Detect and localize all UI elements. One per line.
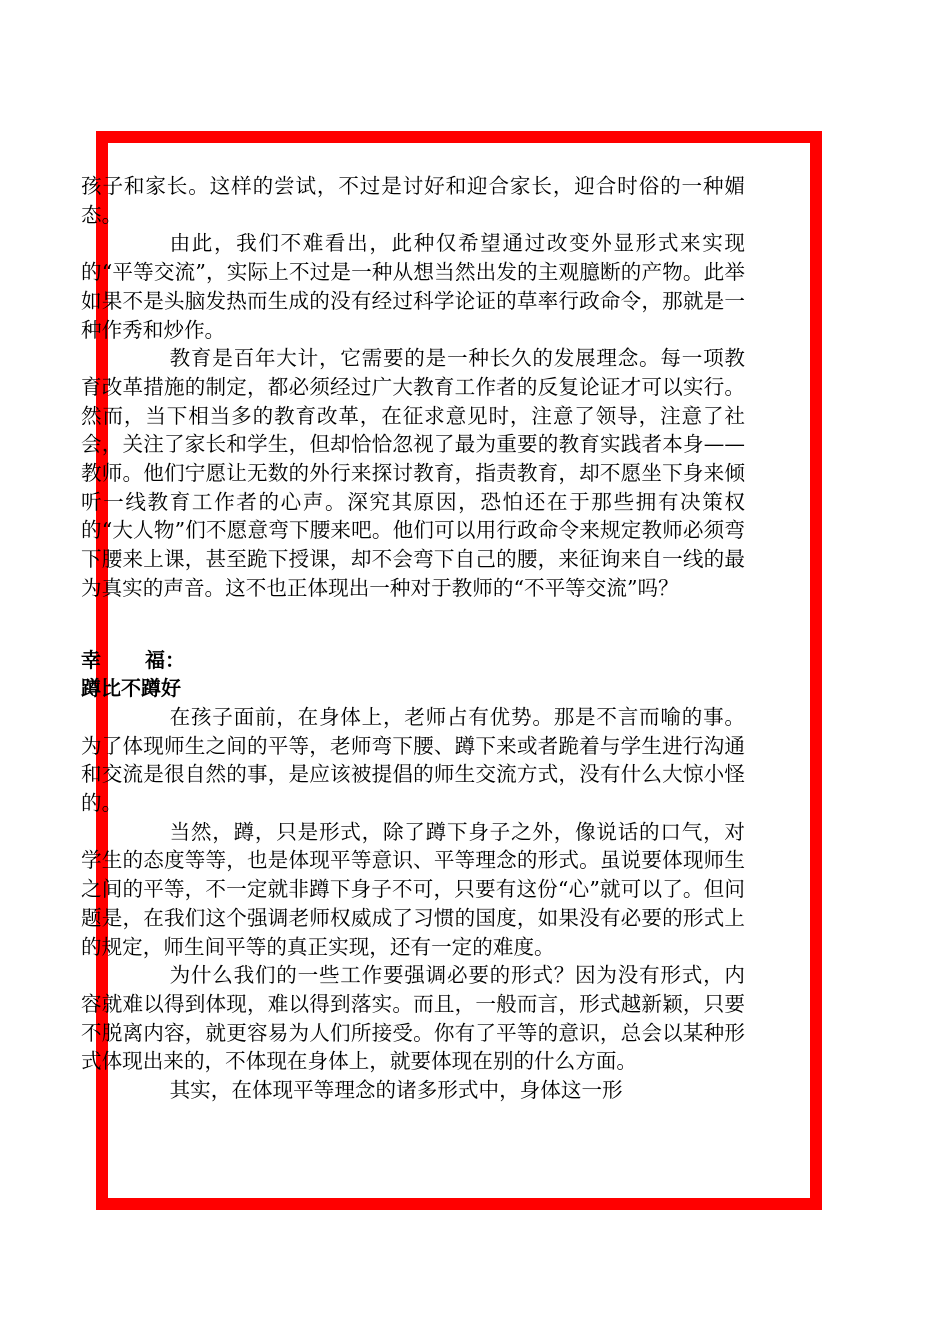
author-line xyxy=(81,646,745,675)
document-body xyxy=(81,172,745,1105)
paragraph: 由此，我们不难看出，此种仅希望通过改变外显形式来实现的“平等交流”，实际上不过是一种从想当然出发的主观臆断的产物。此举如果不是头脑发热而生成的没有经过科学论证的草率行政命令，那就是一种作秀和炒作。 xyxy=(81,231,745,342)
paragraph: 当然，蹲，只是形式，除了蹲下身子之外，像说话的口气，对学生的态度等等，也是体现平等意识、平等理念的形式。虽说要体现师生之间的平等，不一定就非蹲下身子不可，只要有这份“心”就可以了。但问题是，在我们这个强调老师权威成了习惯的国度，如果没有必要的形式上的规定，师生间平等的真正实现，还有一定的难度。 xyxy=(81,819,745,959)
paragraph-continuation: 孩子和家长。这样的尝试，不过是讨好和迎合家长，迎合时俗的一种媚态。 xyxy=(81,174,745,227)
author-name-part: 幸 xyxy=(81,647,101,672)
section-gap xyxy=(81,603,745,646)
paragraph: 教育是百年大计，它需要的是一种长久的发展理念。每一项教育改革措施的制定，都必须经过广大教育工作者的反复论证才可以实行。然而，当下相当多的教育改革，在征求意见时，注意了领导，注意了社会，关注了家长和学生，但却恰恰忽视了最为重要的教育实践者本身——教师。他们宁愿让无数的外行来探讨教育，指责教育，却不愿坐下身来倾听一线教育工作者的心声。深究其原因，恐怕还在于那些拥有决策权的“大人物”们不愿意弯下腰来吧。他们可以用行政命令来规定教师必须弯下腰来上课，甚至跪下授课，却不会弯下自己的腰，来征询来自一线的最为真实的声音。这不也正体现出一种对于教师的“不平等交流”吗？ xyxy=(81,346,745,600)
section-title: 蹲比不蹲好 xyxy=(81,676,181,701)
author-name-part: 福： xyxy=(145,647,185,672)
paragraph: 为什么我们的一些工作要强调必要的形式？因为没有形式，内容就难以得到体现，难以得到落实。而且，一般而言，形式越新颖，只要不脱离内容，就更容易为人们所接受。你有了平等的意识，总会以某种形式体现出来的，不体现在身体上，就要体现在别的什么方面。 xyxy=(81,963,745,1074)
paragraph: 在孩子面前，在身体上，老师占有优势。那是不言而喻的事。为了体现师生之间的平等，老师弯下腰、蹲下来或者跪着与学生进行沟通和交流是很自然的事，是应该被提倡的师生交流方式，没有什么大惊小怪的。 xyxy=(81,704,745,816)
paragraph: 其实，在体现平等理念的诸多形式中，身体这一形 xyxy=(169,1078,623,1103)
